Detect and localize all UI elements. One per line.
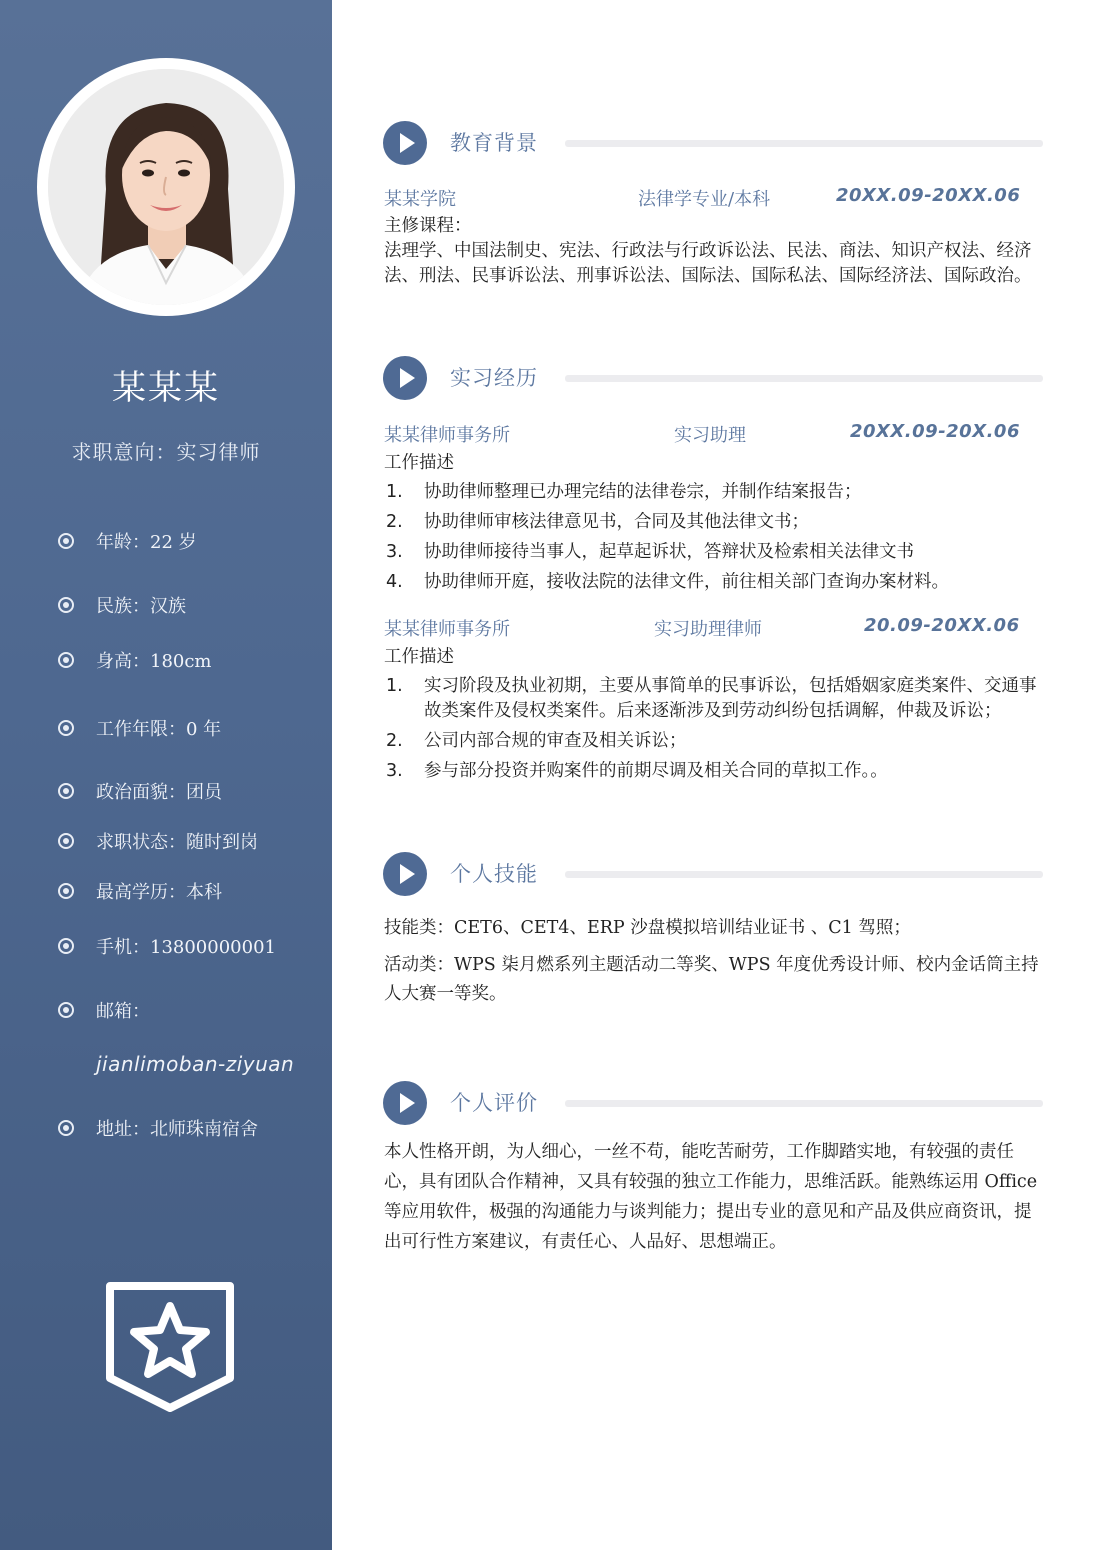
list-item: 2. 协助律师审核法律意见书，合同及其他法律文书； (386, 512, 809, 532)
section-title: 个人评价 (450, 1091, 538, 1115)
info-label: 身高：180cm (96, 651, 212, 672)
section-title: 教育背景 (450, 131, 538, 155)
list-item: 3. 协助律师接待当事人，起草起诉状，答辩状及检索相关法律文书 (386, 542, 914, 562)
info-political (58, 778, 222, 804)
section-header-skills (383, 852, 1043, 898)
bullet-icon (58, 783, 74, 799)
info-ethnicity (58, 592, 186, 618)
list-item: 1. 实习阶段及执业初期，主要从事简单的民事诉讼，包括婚姻家庭类案件、交通事故类案件及侵权类案件。后来逐渐涉及到劳动纠纷包括调解，仲裁及诉讼； (386, 676, 1037, 721)
info-label: 最高学历：本科 (96, 882, 222, 903)
candidate-name: 某某某 (112, 368, 220, 408)
play-icon (383, 121, 427, 165)
list-item: 3. 参与部分投资并购案件的前期尽调及相关合同的草拟工作。。 (386, 761, 888, 781)
info-degree (58, 878, 222, 904)
info-email (58, 997, 150, 1023)
bullet-icon (58, 533, 74, 549)
job-date: 20XX.09-20X.06 (850, 421, 1020, 442)
play-icon (383, 356, 427, 400)
job-desc-label: 工作描述 (384, 453, 454, 473)
courses-text: 法理学、中国法制史、宪法、行政法与行政诉讼法、民法、商法、知识产权法、经济法、刑法、民事诉讼法、刑事诉讼法、国际法、国际私法、国际经济法、国际政治。 (384, 241, 1032, 286)
info-label: 手机：13800000001 (96, 937, 276, 958)
info-label: 工作年限：0 年 (96, 719, 222, 740)
divider (565, 1100, 1043, 1107)
info-label: 地址：北师珠南宿舍 (96, 1119, 258, 1140)
section-header-evaluation (383, 1081, 1043, 1127)
bullet-icon (58, 883, 74, 899)
bullet-icon (58, 1002, 74, 1018)
courses-label: 主修课程： (384, 216, 472, 236)
section-header-internship (383, 356, 1043, 402)
info-phone (58, 933, 276, 959)
avatar (48, 69, 284, 305)
star-badge-icon (100, 1278, 240, 1418)
section-title: 实习经历 (450, 366, 538, 390)
sidebar (0, 0, 332, 1550)
job-row-1 (384, 421, 1034, 447)
divider (565, 140, 1043, 147)
bullet-icon (58, 938, 74, 954)
list-item: 2. 公司内部合规的审查及相关诉讼； (386, 731, 687, 751)
job-role: 实习助理律师 (654, 619, 762, 640)
list-item: 4. 协助律师开庭，接收法院的法律文件，前往相关部门查询办案材料。 (386, 572, 949, 592)
section-header-education (383, 121, 1043, 167)
job-objective: 求职意向：实习律师 (71, 440, 261, 464)
bullet-icon (58, 833, 74, 849)
section-title: 个人技能 (450, 862, 538, 886)
info-label: 民族：汉族 (96, 596, 186, 617)
info-label: 邮箱： (96, 1001, 150, 1022)
play-icon (383, 852, 427, 896)
info-height (58, 647, 212, 673)
email-value[interactable]: jianlimoban-ziyuan (96, 1052, 295, 1076)
school-name: 某某学院 (384, 189, 456, 210)
job-role: 实习助理 (674, 425, 746, 446)
job-duty-list (384, 480, 1044, 600)
list-item: 1. 协助律师整理已办理完结的法律卷宗，并制作结案报告； (386, 482, 862, 502)
info-age (58, 528, 197, 554)
education-row (384, 185, 1034, 211)
self-evaluation-text: 本人性格开朗，为人细心，一丝不苟，能吃苦耐劳，工作脚踏实地，有较强的责任心，具有团队合作精神，又具有较强的独立工作能力，思维活跃。能熟练运用 Office 等应用软件，极强的沟通能力与谈判能力；提出专业的意见和产品及供应商资讯，提出可行性方案建议，有责任心、人品好、思想端正。 (384, 1142, 1038, 1252)
company-name: 某某律师事务所 (384, 425, 510, 446)
job-date: 20.09-20XX.06 (864, 615, 1020, 636)
bullet-icon (58, 1120, 74, 1136)
education-date: 20XX.09-20XX.06 (836, 185, 1021, 206)
info-work-years (58, 715, 221, 741)
job-duty-list (384, 674, 1044, 789)
avatar-frame (37, 58, 295, 316)
job-desc-label: 工作描述 (384, 647, 454, 667)
play-icon (383, 1081, 427, 1125)
info-label: 求职状态：随时到岗 (96, 832, 258, 853)
bullet-icon (58, 652, 74, 668)
info-address (58, 1115, 258, 1141)
bullet-icon (58, 597, 74, 613)
divider (565, 871, 1043, 878)
info-job-status (58, 828, 258, 854)
major: 法律学专业/本科 (638, 189, 771, 210)
info-label: 年龄：22 岁 (96, 532, 197, 553)
job-row-2 (384, 615, 1034, 641)
activities-line: 活动类：WPS 柒月燃系列主题活动二等奖、WPS 年度优秀设计师、校内金话筒主持人大赛一等奖。 (384, 955, 1039, 1004)
company-name: 某某律师事务所 (384, 619, 510, 640)
info-label: 政治面貌：团员 (96, 782, 222, 803)
bullet-icon (58, 720, 74, 736)
divider (565, 375, 1043, 382)
skills-line: 技能类：CET6、CET4、ERP 沙盘模拟培训结业证书 、C1 驾照； (384, 918, 911, 938)
